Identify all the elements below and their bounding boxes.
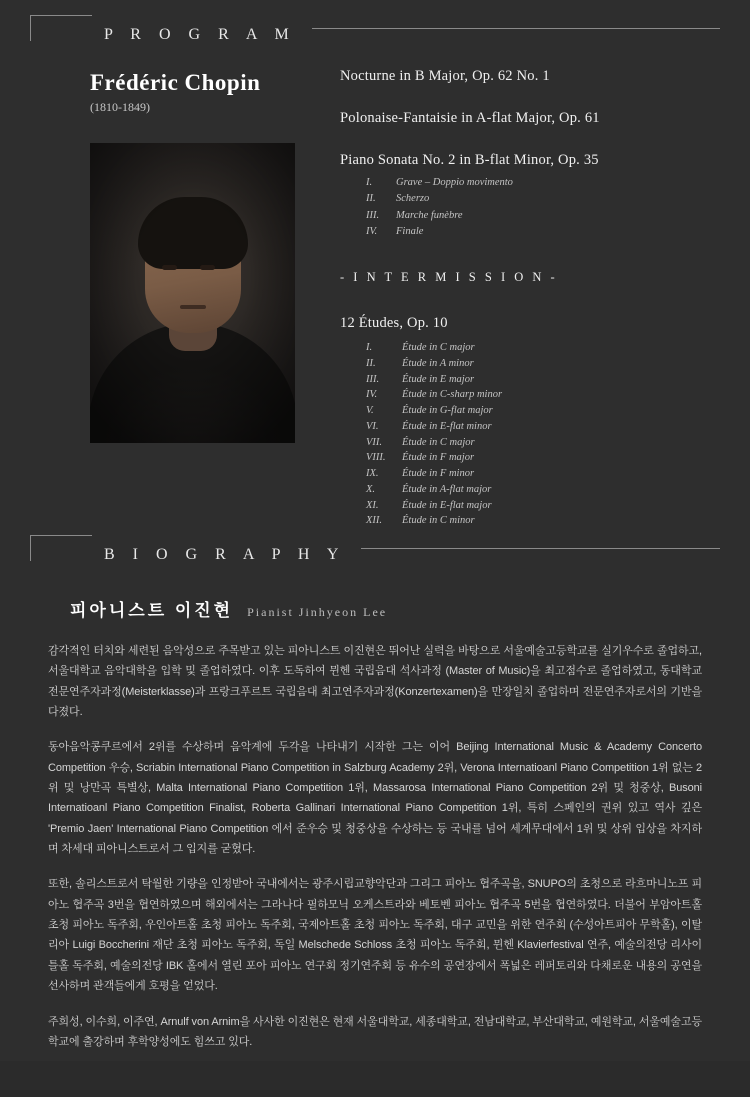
movement-name: Scherzo	[396, 193, 430, 205]
biography-section-title: B I O G R A P H Y	[104, 546, 346, 563]
etude-number: II.	[366, 357, 376, 369]
movement-item	[366, 191, 720, 207]
performer-name-row	[48, 596, 702, 621]
etude-name: Étude in E-flat major	[402, 499, 492, 511]
etude-name: Étude in C major	[402, 342, 475, 354]
etude-number: VIII.	[366, 452, 386, 464]
etude-number: VI.	[366, 420, 379, 432]
etude-item	[366, 356, 720, 372]
movement-item	[366, 175, 720, 191]
etude-name: Étude in E major	[402, 373, 475, 385]
etude-number: I.	[366, 342, 373, 354]
etude-item	[366, 498, 720, 514]
header-rule-decoration	[361, 548, 720, 549]
etude-name: Étude in C major	[402, 436, 475, 448]
corner-rule-decoration	[30, 535, 92, 561]
repertoire-column	[330, 56, 720, 529]
etude-item	[366, 466, 720, 482]
etude-item	[366, 387, 720, 403]
etude-name: Étude in E-flat minor	[402, 420, 492, 432]
etude-number: III.	[366, 373, 380, 385]
etude-item	[366, 403, 720, 419]
etude-item	[366, 482, 720, 498]
biography-body	[0, 564, 750, 1052]
movement-list	[366, 175, 720, 240]
movement-number: IV.	[366, 225, 378, 237]
program-body	[0, 44, 750, 529]
performer-portrait	[90, 143, 295, 443]
etude-number: X.	[366, 483, 376, 495]
etude-number: XI.	[366, 499, 379, 511]
performer-name-english: Pianist Jinhyeon Lee	[247, 605, 388, 619]
portrait-vignette	[90, 143, 295, 443]
biography-paragraph: 주희성, 이수희, 이주연, Arnulf von Arnim을 사사한 이진현은 현재 서울대학교, 세종대학교, 전남대학교, 부산대학교, 예원학교, 서울예술고등학교에 출강하며 후학양성에도 힘쓰고 있다.	[48, 1015, 702, 1048]
etude-name: Étude in C minor	[402, 515, 475, 527]
etude-number: IV.	[366, 389, 378, 401]
etude-name: Étude in C-sharp minor	[402, 389, 503, 401]
composer-column	[30, 56, 330, 529]
program-section	[0, 0, 750, 527]
etude-number: V.	[366, 405, 374, 417]
movement-name: Grave – Doppio movimento	[396, 177, 513, 188]
etude-number: IX.	[366, 468, 379, 480]
etude-name: Étude in F major	[402, 452, 475, 464]
movement-number: I.	[366, 177, 373, 188]
etude-name: Étude in G-flat major	[402, 405, 493, 417]
etude-item	[366, 372, 720, 388]
etude-number: VII.	[366, 436, 383, 448]
work-title: 12 Études, Op. 10	[340, 315, 448, 332]
etude-name: Étude in F minor	[402, 468, 475, 480]
program-section-title: P R O G R A M	[104, 26, 296, 43]
etude-number: XII.	[366, 515, 383, 527]
intermission-label: - I N T E R M I S S I O N -	[340, 270, 558, 285]
composer-name: Frédéric Chopin	[90, 70, 261, 95]
biography-section	[0, 520, 750, 1097]
program-section-header	[0, 0, 750, 44]
etude-item	[366, 435, 720, 451]
work-title: Piano Sonata No. 2 in B-flat Minor, Op. 35	[340, 152, 599, 168]
header-rule-decoration	[312, 28, 720, 29]
movement-name: Marche funèbre	[396, 209, 463, 221]
performer-name-korean: 피아니스트 이진현	[70, 601, 234, 620]
movement-item	[366, 208, 720, 224]
biography-paragraph: 또한, 솔리스트로서 탁월한 기량을 인정받아 국내에서는 광주시립교향악단과 그리그 피아노 협주곡을, SNUPO의 초청으로 라흐마니노프 피아노 협주곡 3번을 협연하였으며 해외에서는 그라나다 필하모닉 오케스트라와 베토벤 피아노 협주곡 5번을 협연하였다. 더불어 부암아트홀 초청 피아노 독주회, 우인아트홀 초청 피아노 독주회, 국제아트홀 초청 피아노 독주회, 대구 교민을 위한 연주회 (수성아트피아 무학홀), 이탈리아 Luigi Boccherini 재단 초청 피아노 독주회, 독일 Melschede Schloss 초청 피아노 독주회, 뮌헨 Klavierfestival 연주, 예술의전당 리사이틀홀 독주회, 예술의전당 IBK 홀에서 열린 포아 피아노 연구회 정기연주회 등 유수의 공연장에서 폭넓은 레퍼토리와 다채로운 내용의 공연을 선사하며 관객들에게 호평을 얻었다.	[48, 878, 702, 993]
etude-item	[366, 340, 720, 356]
movement-number: III.	[366, 209, 380, 221]
movement-item	[366, 224, 720, 240]
biography-section-header	[0, 520, 750, 564]
work-title: Nocturne in B Major, Op. 62 No. 1	[340, 68, 550, 84]
corner-rule-decoration	[30, 15, 92, 41]
biography-paragraph: 동아음악콩쿠르에서 2위를 수상하며 음악계에 두각을 나타내기 시작한 그는 이어 Beijing International Music & Academy Concerto Competition 우승, Scriabin International Piano Competition in Salzburg Academy 2위, Verona Internatioanl Piano Competition 1위 없는 2위 및 낭만곡 특별상, Malta International Piano Competition 1위, Massarosa International Piano Competition 2위 및 청중상, Busoni Internatioanl Piano Competition Finalist, Roberta Gallinari International Piano Competition 1위, 특히 스페인의 권위 있고 역사 깊은 'Premio Jaen' International Piano Competition 에서 준우승 및 청중상을 수상하는 등 국내를 넘어 세계무대에서 1위 및 상위 입상을 차지하며 차세대 피아니스트로서 그 입지를 굳혔다.	[48, 741, 702, 856]
biography-paragraph: 감각적인 터치와 세련된 음악성으로 주목받고 있는 피아니스트 이진현은 뛰어난 실력을 바탕으로 서울예술고등학교를 실기우수로 졸업하고, 서울대학교 음악대학을 입학 및 졸업하였다. 이후 도독하여 뮌헨 국립음대 석사과정 (Master of Music)을 최고점수로 졸업하였고, 동대학교 전문연주자과정(Meisterklasse)과 프랑크푸르트 국립음대 최고연주자과정(Konzertexamen)을 만장일치 졸업하며 전문연주자로서의 기반을 다졌다.	[48, 645, 702, 719]
etude-item	[366, 450, 720, 466]
etude-name: Étude in A-flat major	[402, 483, 492, 495]
etude-name: Étude in A minor	[402, 357, 474, 369]
composer-dates: (1810-1849)	[90, 100, 150, 114]
movement-number: II.	[366, 193, 376, 205]
etude-list	[366, 340, 720, 529]
work-title: Polonaise-Fantaisie in A-flat Major, Op. 61	[340, 110, 600, 126]
movement-name: Finale	[396, 225, 424, 237]
etude-item	[366, 419, 720, 435]
